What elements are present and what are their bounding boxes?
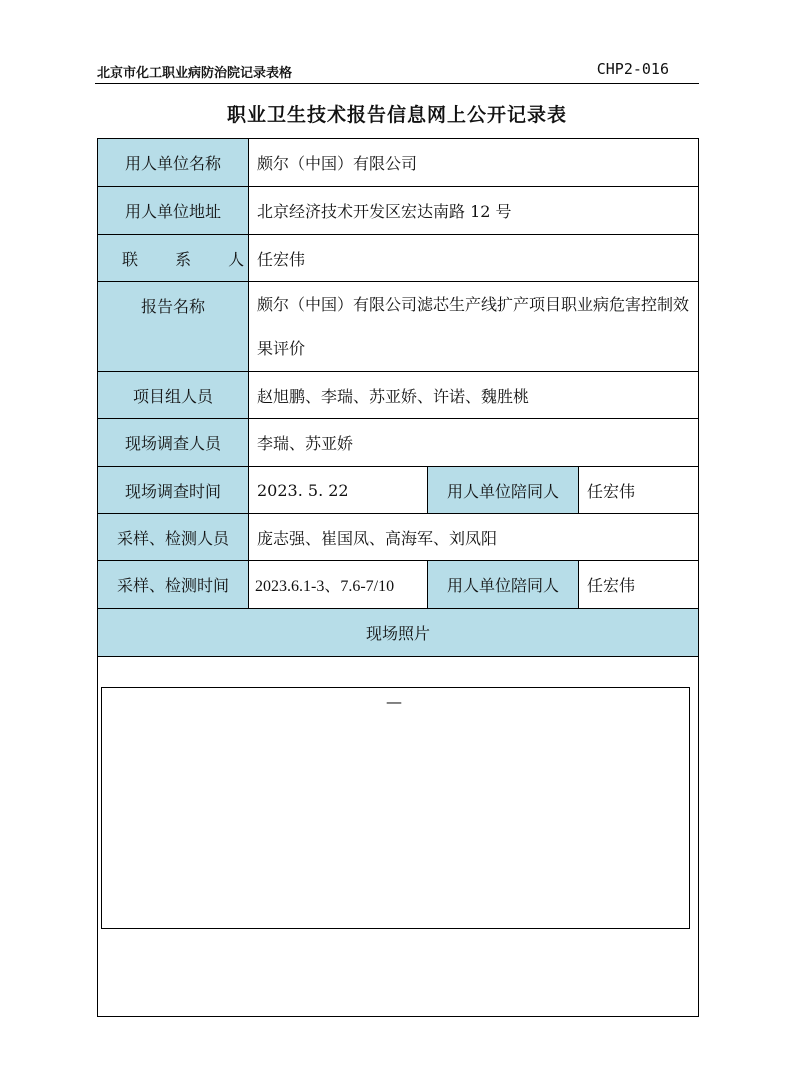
document-title: 职业卫生技术报告信息网上公开记录表 — [226, 104, 567, 126]
employer-name-value: 颇尔（中国）有限公司 — [249, 139, 699, 187]
row-site-investigation-time — [98, 467, 699, 514]
site-investigation-time-value: 2023. 5. 22 — [249, 467, 428, 514]
site-escort-value: 任宏伟 — [579, 467, 699, 514]
site-investigation-time-label: 现场调查时间 — [98, 467, 249, 514]
site-investigators-label: 现场调查人员 — [98, 419, 249, 467]
record-table — [97, 138, 699, 1017]
employer-address-label: 用人单位地址 — [98, 187, 249, 235]
photo-section-title: 现场照片 — [98, 609, 699, 657]
sampling-time-value: 2023.6.1-3、7.6-7/10 — [249, 561, 428, 609]
sampling-escort-value: 任宏伟 — [579, 561, 699, 609]
sampling-staff-label: 采样、检测人员 — [98, 514, 249, 561]
photo-placeholder-mark: — — [386, 692, 402, 711]
employer-address-value: 北京经济技术开发区宏达南路 12 号 — [249, 187, 699, 235]
contact-value: 任宏伟 — [249, 235, 699, 282]
row-employer-address — [98, 187, 699, 235]
contact-label — [98, 235, 261, 282]
site-investigators-value: 李瑞、苏亚娇 — [249, 419, 699, 467]
sampling-staff-value: 庞志强、崔国凤、高海军、刘凤阳 — [249, 514, 699, 561]
row-employer-name — [98, 139, 699, 187]
row-report-name — [98, 282, 699, 372]
report-name-label: 报告名称 — [98, 282, 249, 372]
header-divider — [95, 83, 699, 84]
row-contact — [98, 235, 699, 282]
contact-label-text: 联 系 人 — [122, 249, 261, 269]
sampling-escort-label: 用人单位陪同人 — [428, 561, 579, 609]
site-escort-label: 用人单位陪同人 — [428, 467, 579, 514]
report-name-value: 颇尔（中国）有限公司滤芯生产线扩产项目职业病危害控制效果评价 — [249, 282, 699, 372]
employer-name-label: 用人单位名称 — [98, 139, 249, 187]
row-photo-title — [98, 609, 699, 657]
org-form-header: 北京市化工职业病防治院记录表格 — [97, 66, 293, 81]
row-project-members — [98, 372, 699, 419]
row-photo-area — [98, 657, 699, 1017]
project-members-label: 项目组人员 — [98, 372, 249, 419]
photo-area — [98, 657, 699, 1017]
form-code: CHP2-016 — [596, 60, 669, 78]
photo-frame — [101, 687, 690, 929]
sampling-time-label: 采样、检测时间 — [98, 561, 249, 609]
project-members-value: 赵旭鹏、李瑞、苏亚娇、许诺、魏胜桃 — [249, 372, 699, 419]
row-sampling-staff — [98, 514, 699, 561]
row-sampling-time — [98, 561, 699, 609]
row-site-investigators — [98, 419, 699, 467]
